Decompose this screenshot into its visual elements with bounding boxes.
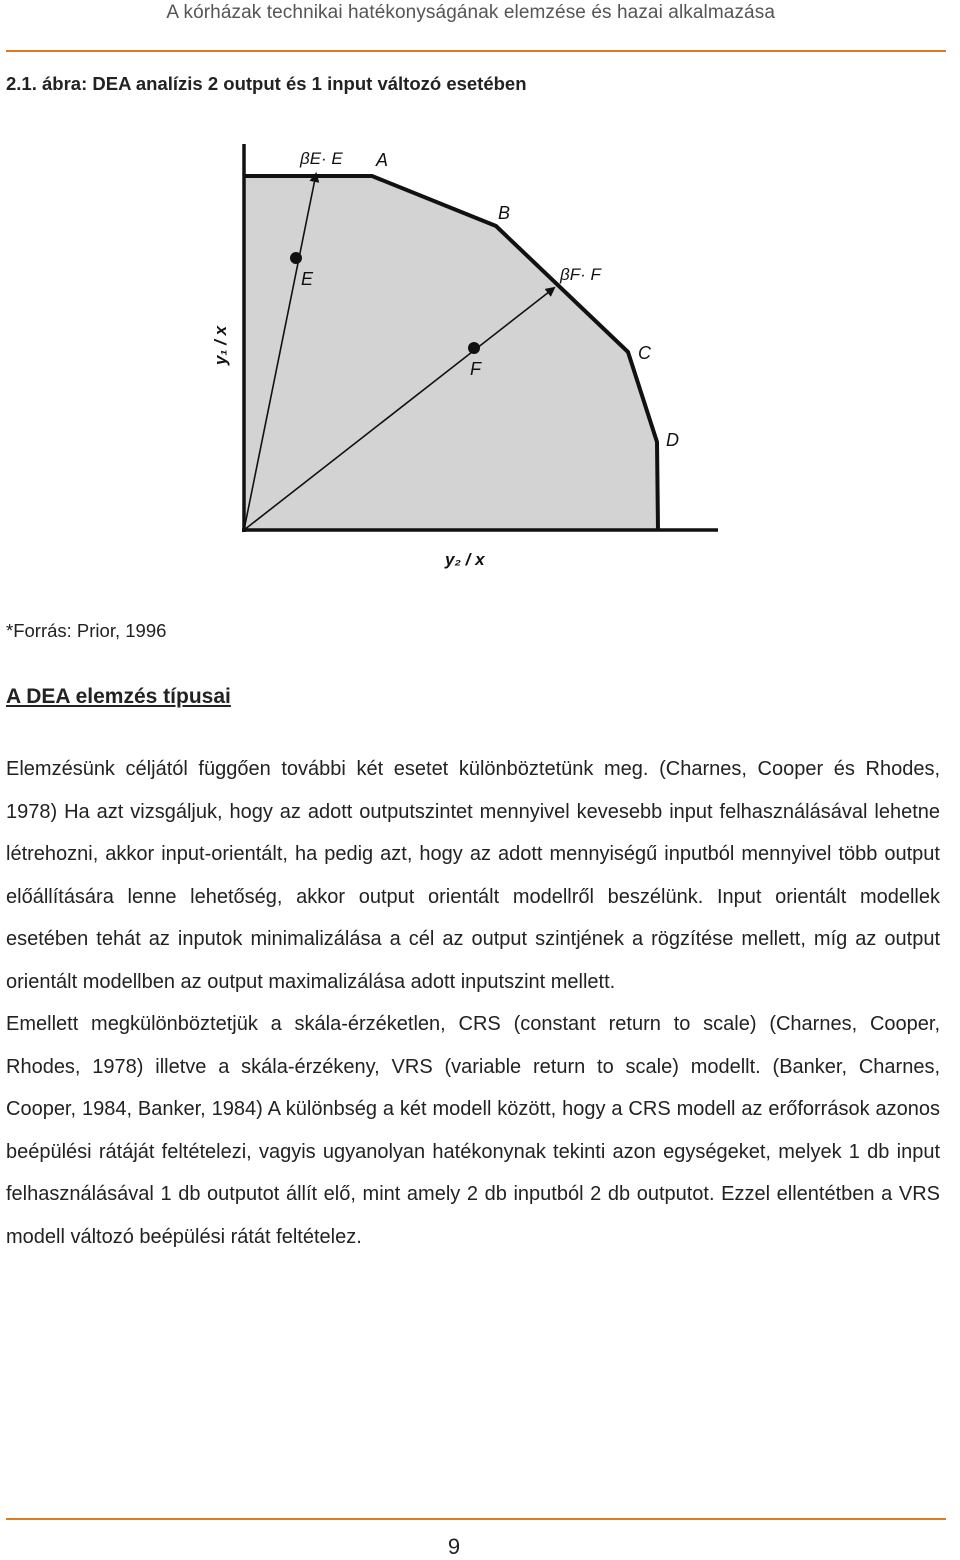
frontier-label-a: A: [376, 150, 389, 170]
figure-source: *Forrás: Prior, 1996: [6, 620, 167, 641]
figure-caption: 2.1. ábra: DEA analízis 2 output és 1 input változó esetében: [6, 73, 527, 94]
frontier-label-c: C: [638, 343, 651, 363]
point-f-label: F: [470, 359, 481, 379]
running-header: A kórházak technikai hatékonyságának elemzése és hazai alkalmazása: [166, 2, 775, 23]
y-axis-label: y₁ / x: [211, 325, 230, 365]
projection-e-label: βE· E: [300, 149, 343, 168]
point-f-dot: [468, 342, 480, 354]
footer-divider: [6, 1518, 946, 1520]
point-e-dot: [290, 252, 302, 264]
point-e-label: E: [301, 269, 314, 289]
x-axis-label: y₂ / x: [445, 550, 485, 569]
paragraph: Elemzésünk céljától függően további két esetet különböztetünk meg. (Charnes, Cooper és Rhodes, 1978) Ha azt vizsgáljuk, hogy az adott outputszintet mennyivel kevesebb input felhasználásával lehetne létrehozni, akkor input-orientált, ha pedig azt, hogy az adott mennyiségű inputból mennyivel több output előállítására lenne lehetőség, akkor output orientált modellről beszélünk. Input orientált modellek esetében tehát az inputok minimalizálása a cél az output szintjének a rögzítése mellett, míg az output orientált modellben az output maximalizálása adott inputszint mellett.: [6, 758, 940, 993]
header-divider: [6, 50, 946, 52]
projection-f-label: βF· F: [560, 265, 601, 284]
frontier-label-d: D: [666, 430, 679, 450]
paragraph: Emellett megkülönböztetjük a skála-érzéketlen, CRS (constant return to scale) (Charnes, Cooper, Rhodes, 1978) illetve a skála-érzékeny, VRS (variable return to scale) modellt. (Banker, Charnes, Cooper, 1984, Banker, 1984) A különbség a két modell között, hogy a CRS modell az erőforrások azonos beépülési rátáját feltételezi, vagyis ugyanolyan hatékonynak tekinti azon egységeket, melyek 1 db input felhasználásával 1 db outputot állít elő, mint amely 2 db inputból 2 db outputot. Ezzel ellentétben a VRS modell változó beépülési rátát feltételez.: [6, 1013, 940, 1248]
feasible-region: [244, 176, 658, 530]
page-number: 9: [447, 1534, 461, 1559]
section-heading: A DEA elemzés típusai: [6, 685, 231, 708]
dea-figure: [200, 140, 740, 580]
frontier-label-b: B: [498, 203, 511, 223]
